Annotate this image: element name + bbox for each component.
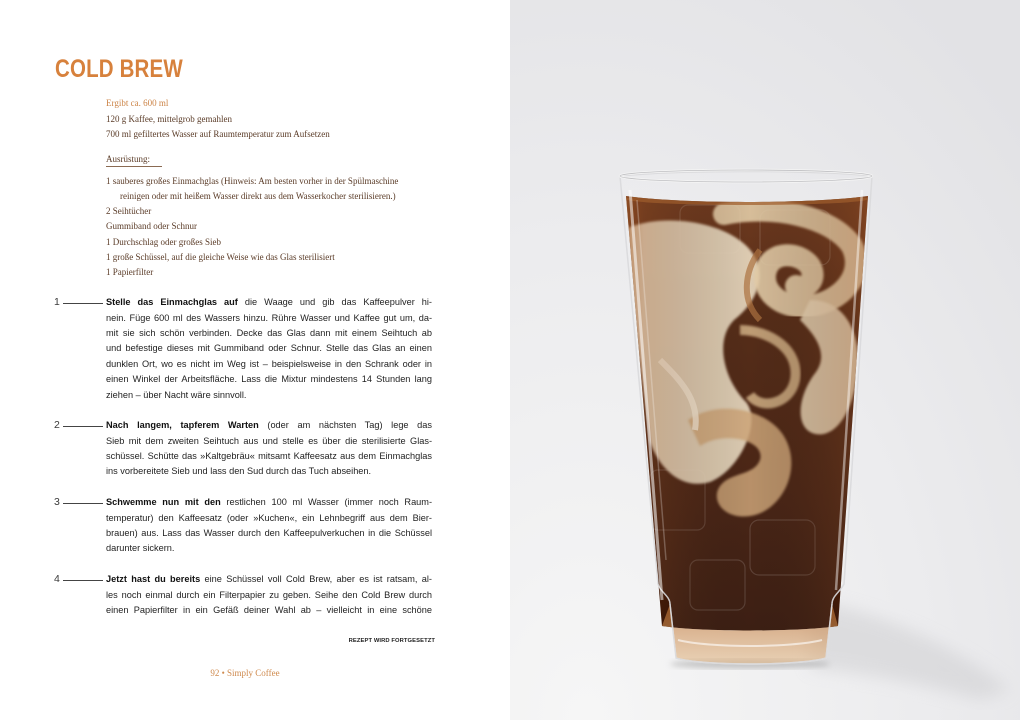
step-line <box>106 418 432 433</box>
step-line: les noch einmal durch ein Filterpapier zu geben. Seihe den Cold Brew durch <box>106 589 432 600</box>
equipment-item: Gummiband oder Schnur <box>106 221 197 232</box>
step-lead: Schwemme nun mit den <box>106 497 221 508</box>
equipment-item: 1 große Schüssel, auf die gleiche Weise wie das Glas sterilisiert <box>106 251 335 262</box>
step-line: ins vorbereitete Sieb und lass den Sud durch das Tuch abseihen. <box>106 466 372 477</box>
step-line: temperatur) den Kaffeesatz (oder »Kuchen«, ein Lehnbegriff aus dem Bier- <box>106 512 432 523</box>
continued-note: REZEPT WIRD FORTGESETZT <box>348 638 435 644</box>
step-line-text: die Waage und gib das Kaffeepulver hi- <box>237 297 432 308</box>
yield-line: Ergibt ca. 600 ml <box>106 98 169 108</box>
equipment-item-continued: reinigen oder mit heißem Wasser direkt aus dem Wasserkocher sterilisieren.) <box>120 190 396 201</box>
step-line <box>106 495 432 510</box>
step-lead: Jetzt hast du bereits <box>106 574 201 585</box>
equipment-item: 1 Durchschlag oder großes Sieb <box>106 236 221 247</box>
step-line: Sieb mit dem zweiten Seihtuch aus und stelle es über die sterilisierte Glas- <box>106 435 432 446</box>
step-line: darunter sickern. <box>106 543 175 554</box>
equipment-heading <box>106 153 162 167</box>
step-lead: Stelle das Einmachglas auf <box>106 297 238 308</box>
step-rule <box>63 426 103 427</box>
step-number: 4 <box>54 573 60 586</box>
ingredient-line: 120 g Kaffee, mittelgrob gemahlen <box>106 113 233 124</box>
step-line: dunklen Ort, wo es nicht im Weg ist – beispielsweise in den Schrank oder in <box>106 358 432 369</box>
equipment-item: 2 Seihtücher <box>106 206 152 217</box>
step-line: ziehen – über Nacht wäre sinnvoll. <box>106 389 247 400</box>
step-line: brauen) aus. Lass das Wasser durch den Kaffeepulverkuchen in die Schüssel <box>106 528 432 539</box>
step-lead: Nach langem, tapferem Warten <box>106 420 259 431</box>
page-footer: 92 • Simply Coffee <box>210 668 280 678</box>
step-line-text: restlichen 100 ml Wasser (immer noch Raum- <box>220 497 433 508</box>
coffee-photo <box>510 0 1020 720</box>
step-rule <box>63 303 103 304</box>
step-line-text: eine Schüssel voll Cold Brew, aber es ist ratsam, al- <box>200 574 432 585</box>
step-number: 1 <box>54 296 60 309</box>
step-line-text: (oder am nächsten Tag) lege das <box>258 420 432 431</box>
step-line <box>106 572 432 587</box>
step-text <box>106 495 432 557</box>
step-text <box>106 295 432 403</box>
step-text <box>106 572 432 618</box>
equipment-label: Ausrüstung: <box>106 153 162 167</box>
step-line: einen Papierfilter in ein Gefäß deiner Wahl ab – vielleicht in eine schöne <box>106 605 432 616</box>
step-line <box>106 295 432 310</box>
step-text <box>106 418 432 480</box>
step-line: nein. Füge 600 ml des Wassers hinzu. Rühre Wasser und Kaffee gut um, da- <box>106 312 432 323</box>
equipment-list <box>106 174 398 281</box>
ingredient-line: 700 ml gefiltertes Wasser auf Raumtemperatur zum Aufsetzen <box>106 129 330 139</box>
step-line: einen Winkel der Arbeitsfläche. Lass die Mixtur mindestens 14 Stunden lang <box>106 374 432 385</box>
step-rule <box>63 503 103 504</box>
step-rule <box>63 580 103 581</box>
step-line: mit sie sich schön verbinden. Decke das Glas dann mit einem Seihtuch ab <box>106 328 432 339</box>
recipe-title: COLD BREW <box>55 55 183 83</box>
equipment-item: 1 sauberes großes Einmachglas (Hinweis: Am besten vorher in der Spülmaschine <box>106 175 399 186</box>
ingredients-block <box>106 96 330 143</box>
step-number: 2 <box>54 419 60 432</box>
equipment-item: 1 Papierfilter <box>106 267 154 278</box>
step-line: schüssel. Schütte das »Kaltgebräu« mitsamt Kaffeesatz aus dem Einmachglas <box>106 451 432 462</box>
right-page <box>510 0 1020 720</box>
step-line: und befestige dieses mit Gummiband oder Schnur. Stelle das Glas an einen <box>106 343 432 354</box>
step-number: 3 <box>54 496 60 509</box>
